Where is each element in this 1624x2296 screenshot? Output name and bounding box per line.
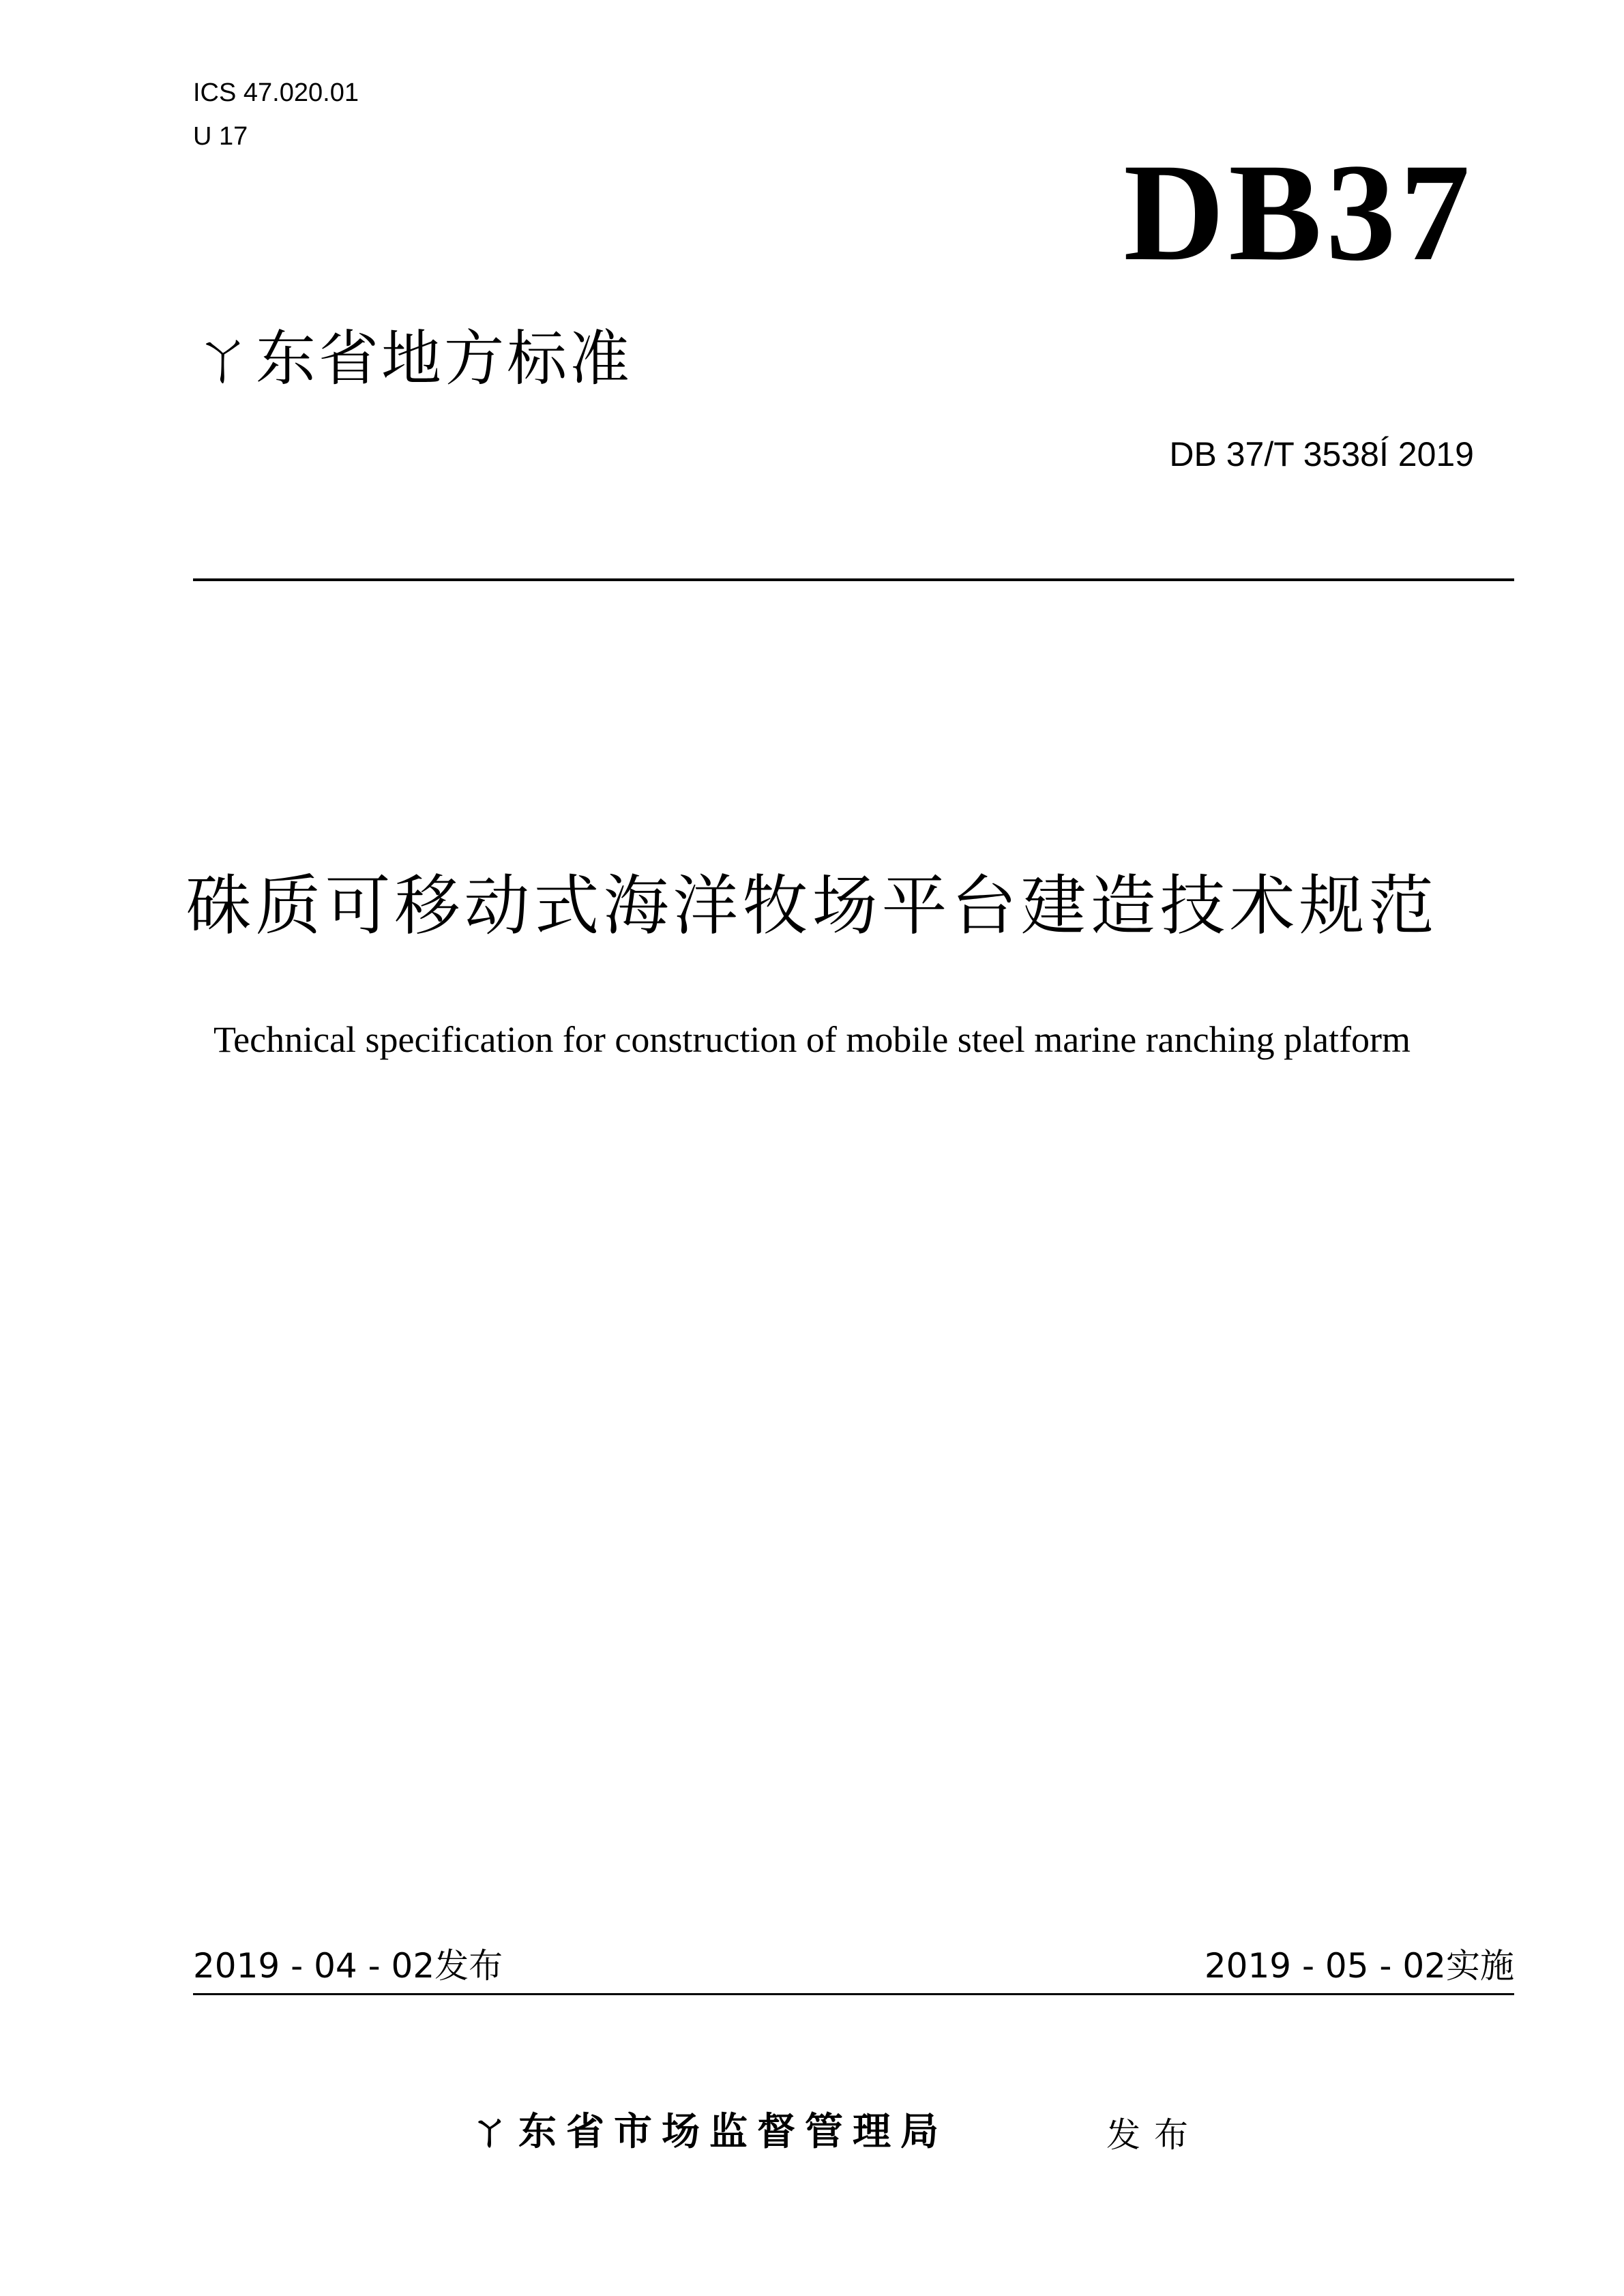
issue-label: 发布 [1106, 2115, 1202, 2155]
db-mark: DB37 [1123, 135, 1474, 290]
issuing-authority: ㄚ东省市场监督管理局 [471, 2110, 948, 2154]
title-chinese: 硃质可移动式海洋牧场平台建造技术规范 [186, 868, 1438, 944]
issue-date: 2019 - 04 - 02发布 [193, 1946, 503, 1986]
ics-code: ICS 47.020.01 [193, 78, 359, 107]
standard-type: ㄚ东省地方标准 [193, 323, 633, 394]
title-english: Technical specification for construction of mobile steel marine ranching platform [213, 1019, 1411, 1060]
top-divider [193, 578, 1514, 581]
standard-number: DB 37/T 3538Í 2019 [1169, 435, 1474, 473]
implementation-date: 2019 - 05 - 02实施 [1204, 1946, 1514, 1986]
bottom-divider [193, 1993, 1514, 1995]
ccs-code: U 17 [193, 122, 248, 151]
